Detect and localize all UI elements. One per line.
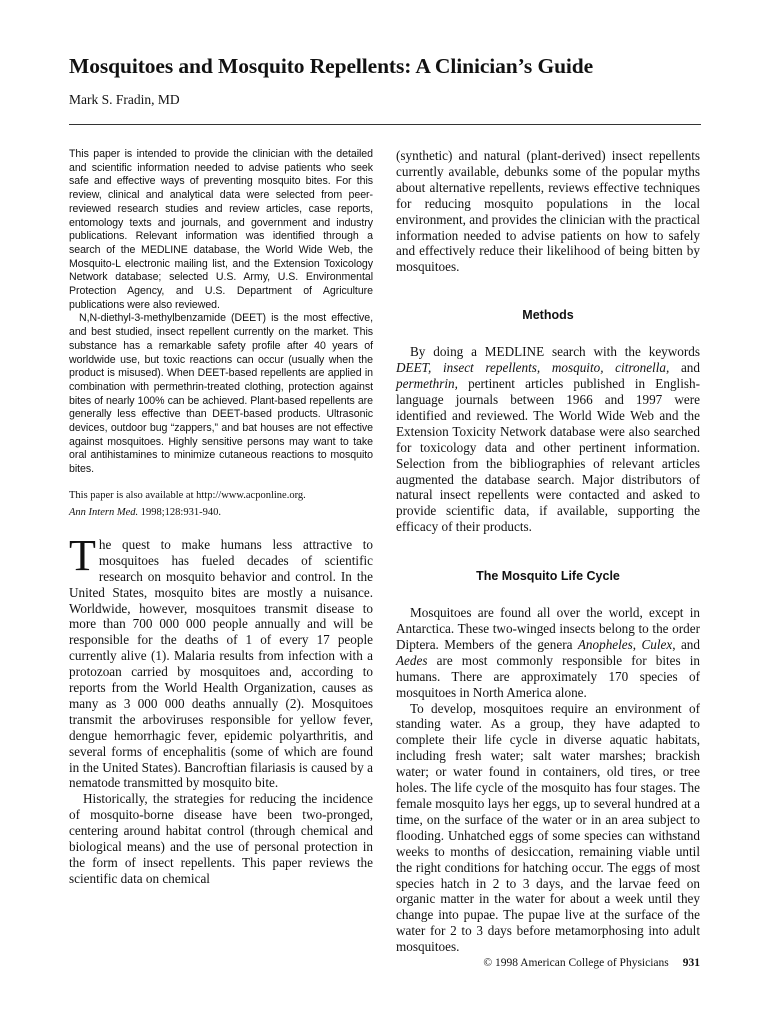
genus-anopheles: Anopheles	[577, 636, 633, 652]
introduction	[69, 530, 373, 887]
author-line: Mark S. Fradin, MD	[69, 92, 180, 107]
header-rule	[69, 124, 701, 125]
genus-culex: Culex	[641, 636, 673, 652]
abstract-paragraph-1: This paper is intended to provide the clinician with the detailed and scientific information needed to advise patients who seek safe and effective ways of preventing mosquito bites. For this review, clinical and analytical data were selected from peer-reviewed research studies and review articles, case reports, entomology texts and journals, and government and industry publications. Relevant information was identified through a search of the MEDLINE database, the World Wide Web, the Mosquito-L electronic mailing list, and the Extension Toxicology Network database; selected U.S. Army, U.S. Environmental Protection Agency, and U.S. Department of Agriculture publications were also reviewed.	[69, 148, 373, 311]
genus-separator-2: , and	[672, 636, 700, 652]
availability-note: This paper is also available at http://www.acponline.org.	[69, 489, 306, 501]
methods-keyword-last: permethrin,	[396, 376, 458, 392]
life-cycle-text-start: Mosquitoes are found all over the world, except in Antarctica. These two-winged insects belong to the order Diptera. Members of the genera	[396, 605, 700, 652]
intro-paragraph-1-text: he quest to make humans less attractive to mosquitoes has fueled decades of scientific research on mosquito behavior and control. In the United States, mosquito bites are mostly a nuisance. Worldwide, however, mosquitoes transmit disease to more than 700 000 000 people annually and will be responsible for the deaths of 1 of every 17 people currently alive (1). Malaria results from infection with a protozoan carried by mosquitoes and, according to reports from the World Health Organization, causes as many as 3 000 000 deaths annually (2). Mosquitoes transmit the arboviruses responsible for yellow fever, dengue hemorrhagic fever, epidemic polyarthritis, and several forms of encephalitis (some of which are found in the United States). Bancroftian filariasis is caused by a nematode transmitted by mosquito bite.	[69, 536, 373, 791]
genus-aedes: Aedes	[396, 652, 428, 668]
life-cycle-section	[396, 605, 700, 955]
methods-text-start: By doing a MEDLINE search with the keywords	[410, 344, 700, 360]
intro-paragraph-2: Historically, the strategies for reducing the incidence of mosquito-borne disease have been two-pronged, centering around habitat control (through chemical and biological means) and the use of personal protection in the form of insect repellents. This paper reviews the scientific data on chemical	[69, 791, 373, 886]
life-cycle-heading: The Mosquito Life Cycle	[476, 569, 620, 584]
life-cycle-paragraph-1	[396, 605, 700, 700]
abstract-paragraph-2: N,N-diethyl-3-methylbenzamide (DEET) is the most effective, and best studied, insect repellent currently on the market. This substance has a remarkable safety profile after 40 years of worldwide use, but toxic reactions can occur (usually when the product is misused). When DEET-based repellents are applied in combination with permethrin-treated clothing, protection against bites of nearly 100% can be achieved. Plant-based repellents are generally less effective than DEET-based products. Ultrasonic devices, outdoor bug “zappers,” and bat houses are not effective against mosquitoes. Highly sensitive persons may want to take oral antihistamines to minimize cutaneous reactions to mosquito bites.	[69, 312, 373, 476]
genus-separator-1: ,	[632, 636, 642, 652]
citation-journal: Ann Intern Med.	[69, 506, 139, 518]
citation-volume: 1998;128:931-940.	[140, 506, 221, 518]
methods-paragraph	[396, 344, 700, 535]
page-number: 931	[682, 957, 700, 969]
citation	[69, 507, 373, 518]
methods-keywords: DEET, insect repellents, mosquito, citronella,	[396, 360, 670, 376]
intro-paragraph-1	[69, 530, 373, 792]
article-title: Mosquitoes and Mosquito Repellents: A Clinician’s Guide	[69, 54, 594, 78]
copyright: © 1998 American College of Physicians	[483, 957, 669, 969]
methods-section	[396, 344, 700, 535]
methods-text-end: pertinent articles published in English-language journals between 1966 and 1997 were identified and reviewed. The World Wide Web and the Extension Toxicity Network database were also searched for toxicology data and other pertinent information. Selection from the bibliographies of relevant articles augmented the database search. Major distributors of natural insect repellents were contacted and asked to provide scientific data, if available, supporting the efficacy of their products.	[396, 376, 700, 535]
methods-heading: Methods	[522, 308, 574, 323]
page-footer	[396, 957, 700, 969]
methods-and: and	[669, 360, 700, 376]
right-column	[396, 148, 700, 955]
intro-continuation: (synthetic) and natural (plant-derived) insect repellents currently available, debunks some of the popular myths about alternative repellents, reviews effective techniques for reducing mosquito populations in the local environment, and provides the clinician with the practical information needed to advise patients on how to safely and effectively reduce their likelihood of being bitten by mosquitoes.	[396, 148, 700, 275]
left-column	[69, 148, 373, 887]
drop-cap: T	[69, 530, 96, 580]
life-cycle-text-end: are most commonly responsible for bites in humans. There are approximately 170 species of mosquitoes in North America alone.	[396, 652, 700, 700]
abstract	[69, 148, 373, 477]
life-cycle-paragraph-2: To develop, mosquitoes require an environment of standing water. As a group, they have adapted to complete their life cycle in diverse aquatic habitats, including fresh water; salt water marshes; brackish water; or water found in containers, old tires, or tree holes. The life cycle of the mosquito has four stages. The female mosquito lays her eggs, up to several hundred at a time, on the surface of the water or in an area subject to flooding. Unhatched eggs of some species can withstand weeks to months of desiccation, remaining viable until the right conditions for hatching occur. The eggs of most species hatch in 2 to 3 days, and the larvae feed on organic matter in the water for about a week until they change into pupae. The pupae live at the surface of the water for 2 to 3 days before metamorphosing into adult mosquitoes.	[396, 700, 700, 955]
